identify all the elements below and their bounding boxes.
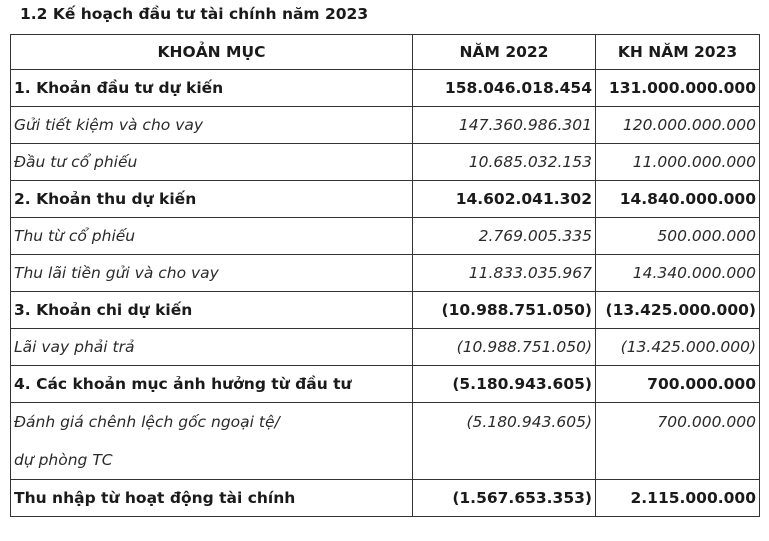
section-heading: 1.2 Kế hoạch đầu tư tài chính năm 2023 bbox=[20, 5, 369, 23]
row-value-kh2023: 14.340.000.000 bbox=[596, 255, 760, 292]
row-label-line1: Đánh giá chênh lệch gốc ngoại tệ/ bbox=[14, 413, 280, 431]
row-value-2022: 158.046.018.454 bbox=[413, 70, 596, 107]
row-label: 3. Khoản chi dự kiến bbox=[11, 292, 413, 329]
row-value-2022: 14.602.041.302 bbox=[413, 181, 596, 218]
row-label bbox=[11, 403, 413, 480]
table-header-row bbox=[11, 35, 760, 70]
row-value-2022: 10.685.032.153 bbox=[413, 144, 596, 181]
table-row-thu-nhap-hoat-dong bbox=[11, 480, 760, 517]
row-value-2022: (10.988.751.050) bbox=[413, 292, 596, 329]
row-label: Thu nhập từ hoạt động tài chính bbox=[11, 480, 413, 517]
row-label: Thu từ cổ phiếu bbox=[11, 218, 413, 255]
table-row-lai-vay bbox=[11, 329, 760, 366]
row-value-kh2023: 11.000.000.000 bbox=[596, 144, 760, 181]
row-value-kh2023: (13.425.000.000) bbox=[596, 329, 760, 366]
header-khoan-muc: KHOẢN MỤC bbox=[11, 35, 413, 70]
row-label-line2: dự phòng TC bbox=[14, 451, 113, 469]
row-value-kh2023: (13.425.000.000) bbox=[596, 292, 760, 329]
row-label: 4. Các khoản mục ảnh hưởng từ đầu tư bbox=[11, 366, 413, 403]
header-nam-2022: NĂM 2022 bbox=[413, 35, 596, 70]
table-row-gui-tiet-kiem bbox=[11, 107, 760, 144]
header-kh-nam-2023: KH NĂM 2023 bbox=[596, 35, 760, 70]
row-label: Thu lãi tiền gửi và cho vay bbox=[11, 255, 413, 292]
row-label: Đầu tư cổ phiếu bbox=[11, 144, 413, 181]
row-value-2022: (5.180.943.605) bbox=[413, 366, 596, 403]
row-label: 1. Khoản đầu tư dự kiến bbox=[11, 70, 413, 107]
financial-investment-plan-table bbox=[10, 34, 760, 517]
row-label: Gửi tiết kiệm và cho vay bbox=[11, 107, 413, 144]
row-value-kh2023: 120.000.000.000 bbox=[596, 107, 760, 144]
row-value-kh2023: 2.115.000.000 bbox=[596, 480, 760, 517]
row-value-2022: (5.180.943.605) bbox=[413, 403, 596, 480]
row-value-2022: (10.988.751.050) bbox=[413, 329, 596, 366]
row-value-2022: 2.769.005.335 bbox=[413, 218, 596, 255]
table-row-danh-gia-chenh-lech bbox=[11, 403, 760, 480]
row-value-2022: 147.360.986.301 bbox=[413, 107, 596, 144]
row-label: Lãi vay phải trả bbox=[11, 329, 413, 366]
table-row-khoan-chi bbox=[11, 292, 760, 329]
row-value-kh2023: 500.000.000 bbox=[596, 218, 760, 255]
row-value-2022: 11.833.035.967 bbox=[413, 255, 596, 292]
row-value-kh2023: 14.840.000.000 bbox=[596, 181, 760, 218]
table-row-khoan-muc-anh-huong bbox=[11, 366, 760, 403]
table-row-khoan-thu bbox=[11, 181, 760, 218]
table-row-khoan-dau-tu bbox=[11, 70, 760, 107]
row-value-kh2023: 700.000.000 bbox=[596, 403, 760, 480]
table-row-dau-tu-co-phieu bbox=[11, 144, 760, 181]
table-row-thu-tu-co-phieu bbox=[11, 218, 760, 255]
row-value-2022: (1.567.653.353) bbox=[413, 480, 596, 517]
table-row-thu-lai-tien-gui bbox=[11, 255, 760, 292]
row-value-kh2023: 700.000.000 bbox=[596, 366, 760, 403]
row-value-kh2023: 131.000.000.000 bbox=[596, 70, 760, 107]
row-label: 2. Khoản thu dự kiến bbox=[11, 181, 413, 218]
